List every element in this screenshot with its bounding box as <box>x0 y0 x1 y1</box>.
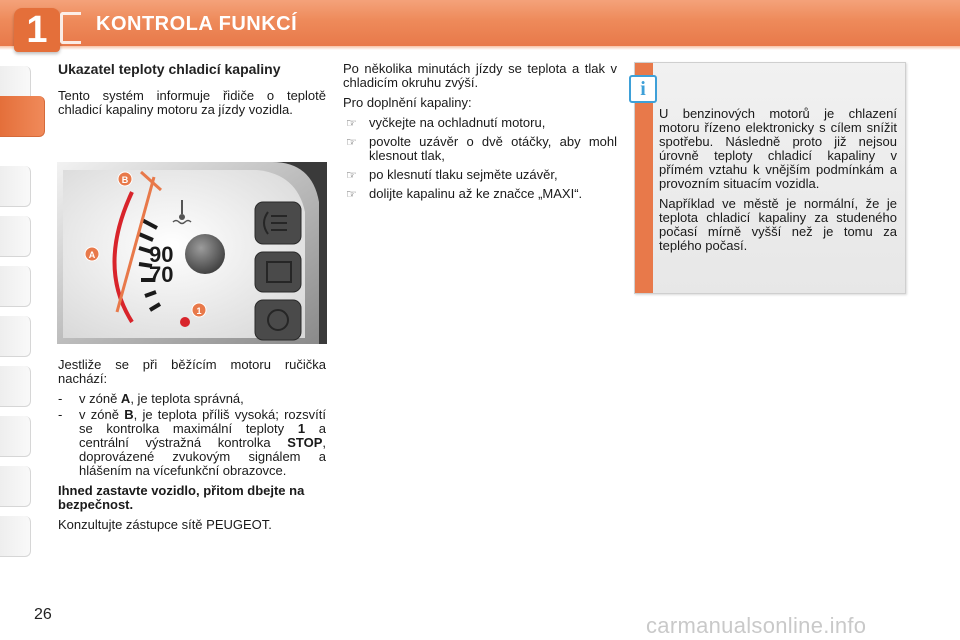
refill-steps <box>343 116 617 201</box>
pointing-hand-icon: ☞ <box>346 168 357 182</box>
refill-heading: Pro doplnění kapaliny: <box>343 95 472 110</box>
zone-a-letter: A <box>120 391 131 406</box>
pointing-hand-icon: ☞ <box>346 187 357 201</box>
side-tab-6[interactable] <box>0 366 31 407</box>
zone-b-post: , doprovázené zvukovým signálem a hlášením na vícefunkční obrazovce. <box>79 435 326 478</box>
pressure-paragraph: Po několika minutách jízdy se teplota a tlak v chladicím okruhu zvýší. <box>343 61 617 90</box>
chapter-number: 1 <box>26 9 48 51</box>
info-paragraph-2: Například ve městě je normální, že je teplota chladicí kapaliny za studeného počasí mírně vyšší než je tomu za teplého počasí. <box>659 196 897 253</box>
zone-lead: Jestliže se při běžícím motoru ručička nachází: <box>58 357 326 386</box>
refill-step <box>343 116 617 130</box>
section-title: Ukazatel teploty chladicí kapaliny <box>58 61 281 77</box>
indicator-lamps <box>255 202 301 340</box>
dash-marker: - <box>58 407 63 422</box>
page-title: KONTROLA FUNKCÍ <box>96 13 298 35</box>
side-tab-active[interactable] <box>0 96 45 137</box>
zone-b-pre: v zóně <box>79 407 125 422</box>
side-tab-3[interactable] <box>0 216 31 257</box>
refill-step-text: povolte uzávěr o dvě otáčky, aby mohl klesnout tlak, <box>369 134 617 163</box>
warning-lamp-red <box>180 317 190 327</box>
zone-b-lamp-number: 1 <box>297 421 306 436</box>
side-tab-7[interactable] <box>0 416 31 457</box>
warning-text: Ihned zastavte vozidlo, přitom dbejte na bezpečnost. <box>58 483 305 512</box>
label-a: A <box>88 250 96 260</box>
info-icon: i <box>629 75 657 103</box>
zone-b-letter: B <box>124 407 134 422</box>
zone-b-stop: STOP <box>287 435 323 450</box>
zone-b-mid2: a centrální výstražná kontrolka <box>79 421 326 450</box>
zone-item-b <box>58 408 326 478</box>
refill-step-text: vyčkejte na ochladnutí motoru, <box>369 115 546 130</box>
zone-list <box>58 392 326 478</box>
page-number: 26 <box>34 606 52 623</box>
refill-step <box>343 168 617 182</box>
info-paragraph-1: U benzinových motorů je chlazení motoru řízeno elektronicky s cílem snížit spotřebu. Následně proto již nejsou úrovně teploty chladicí kapaliny v přímém vztahu k vnějším podmínkám a provozním situacím vozidla. <box>659 106 897 191</box>
chapter-tab[interactable] <box>14 8 60 52</box>
info-box <box>634 62 906 294</box>
refill-step <box>343 187 617 201</box>
header-shadow <box>0 46 960 50</box>
temperature-gauge-illustration <box>57 162 327 344</box>
refill-step <box>343 135 617 163</box>
pointing-hand-icon: ☞ <box>346 135 357 149</box>
info-box-text <box>659 107 897 259</box>
gauge-value-90: 90 <box>149 242 174 267</box>
side-tab-4[interactable] <box>0 266 31 307</box>
contact-text: Konzultujte zástupce sítě PEUGEOT. <box>58 517 272 532</box>
side-tab-2[interactable] <box>0 166 31 207</box>
pointing-hand-icon: ☞ <box>346 116 357 130</box>
zone-a-pre: v zóně <box>79 391 121 406</box>
title-bracket-decoration <box>60 12 81 44</box>
gauge-hub <box>185 234 225 274</box>
column-left-upper <box>58 62 326 123</box>
side-tab-9[interactable] <box>0 516 31 557</box>
label-b: B <box>121 175 129 185</box>
watermark: carmanualsonline.info <box>646 613 867 638</box>
dash-marker: - <box>58 391 63 406</box>
zone-item-a <box>58 392 326 406</box>
side-tab-5[interactable] <box>0 316 31 357</box>
column-middle <box>343 62 617 206</box>
gauge-value-70: 70 <box>149 262 174 287</box>
zone-a-post: , je teplota správná, <box>130 391 244 406</box>
label-1: 1 <box>196 306 202 316</box>
refill-step-text: po klesnutí tlaku sejměte uzávěr, <box>369 167 558 182</box>
refill-step-text: dolijte kapalinu až ke značce „MAXI“. <box>369 186 583 201</box>
side-chapter-tabs <box>0 66 34 576</box>
intro-paragraph: Tento systém informuje řidiče o teplotě chladicí kapaliny motoru za jízdy vozidla. <box>58 88 326 117</box>
column-left-lower <box>58 358 326 538</box>
side-tab-8[interactable] <box>0 466 31 507</box>
zone-b-mid: , je teplota příliš vysoká; rozsvítí se kontrolka maximální teploty <box>79 407 326 436</box>
